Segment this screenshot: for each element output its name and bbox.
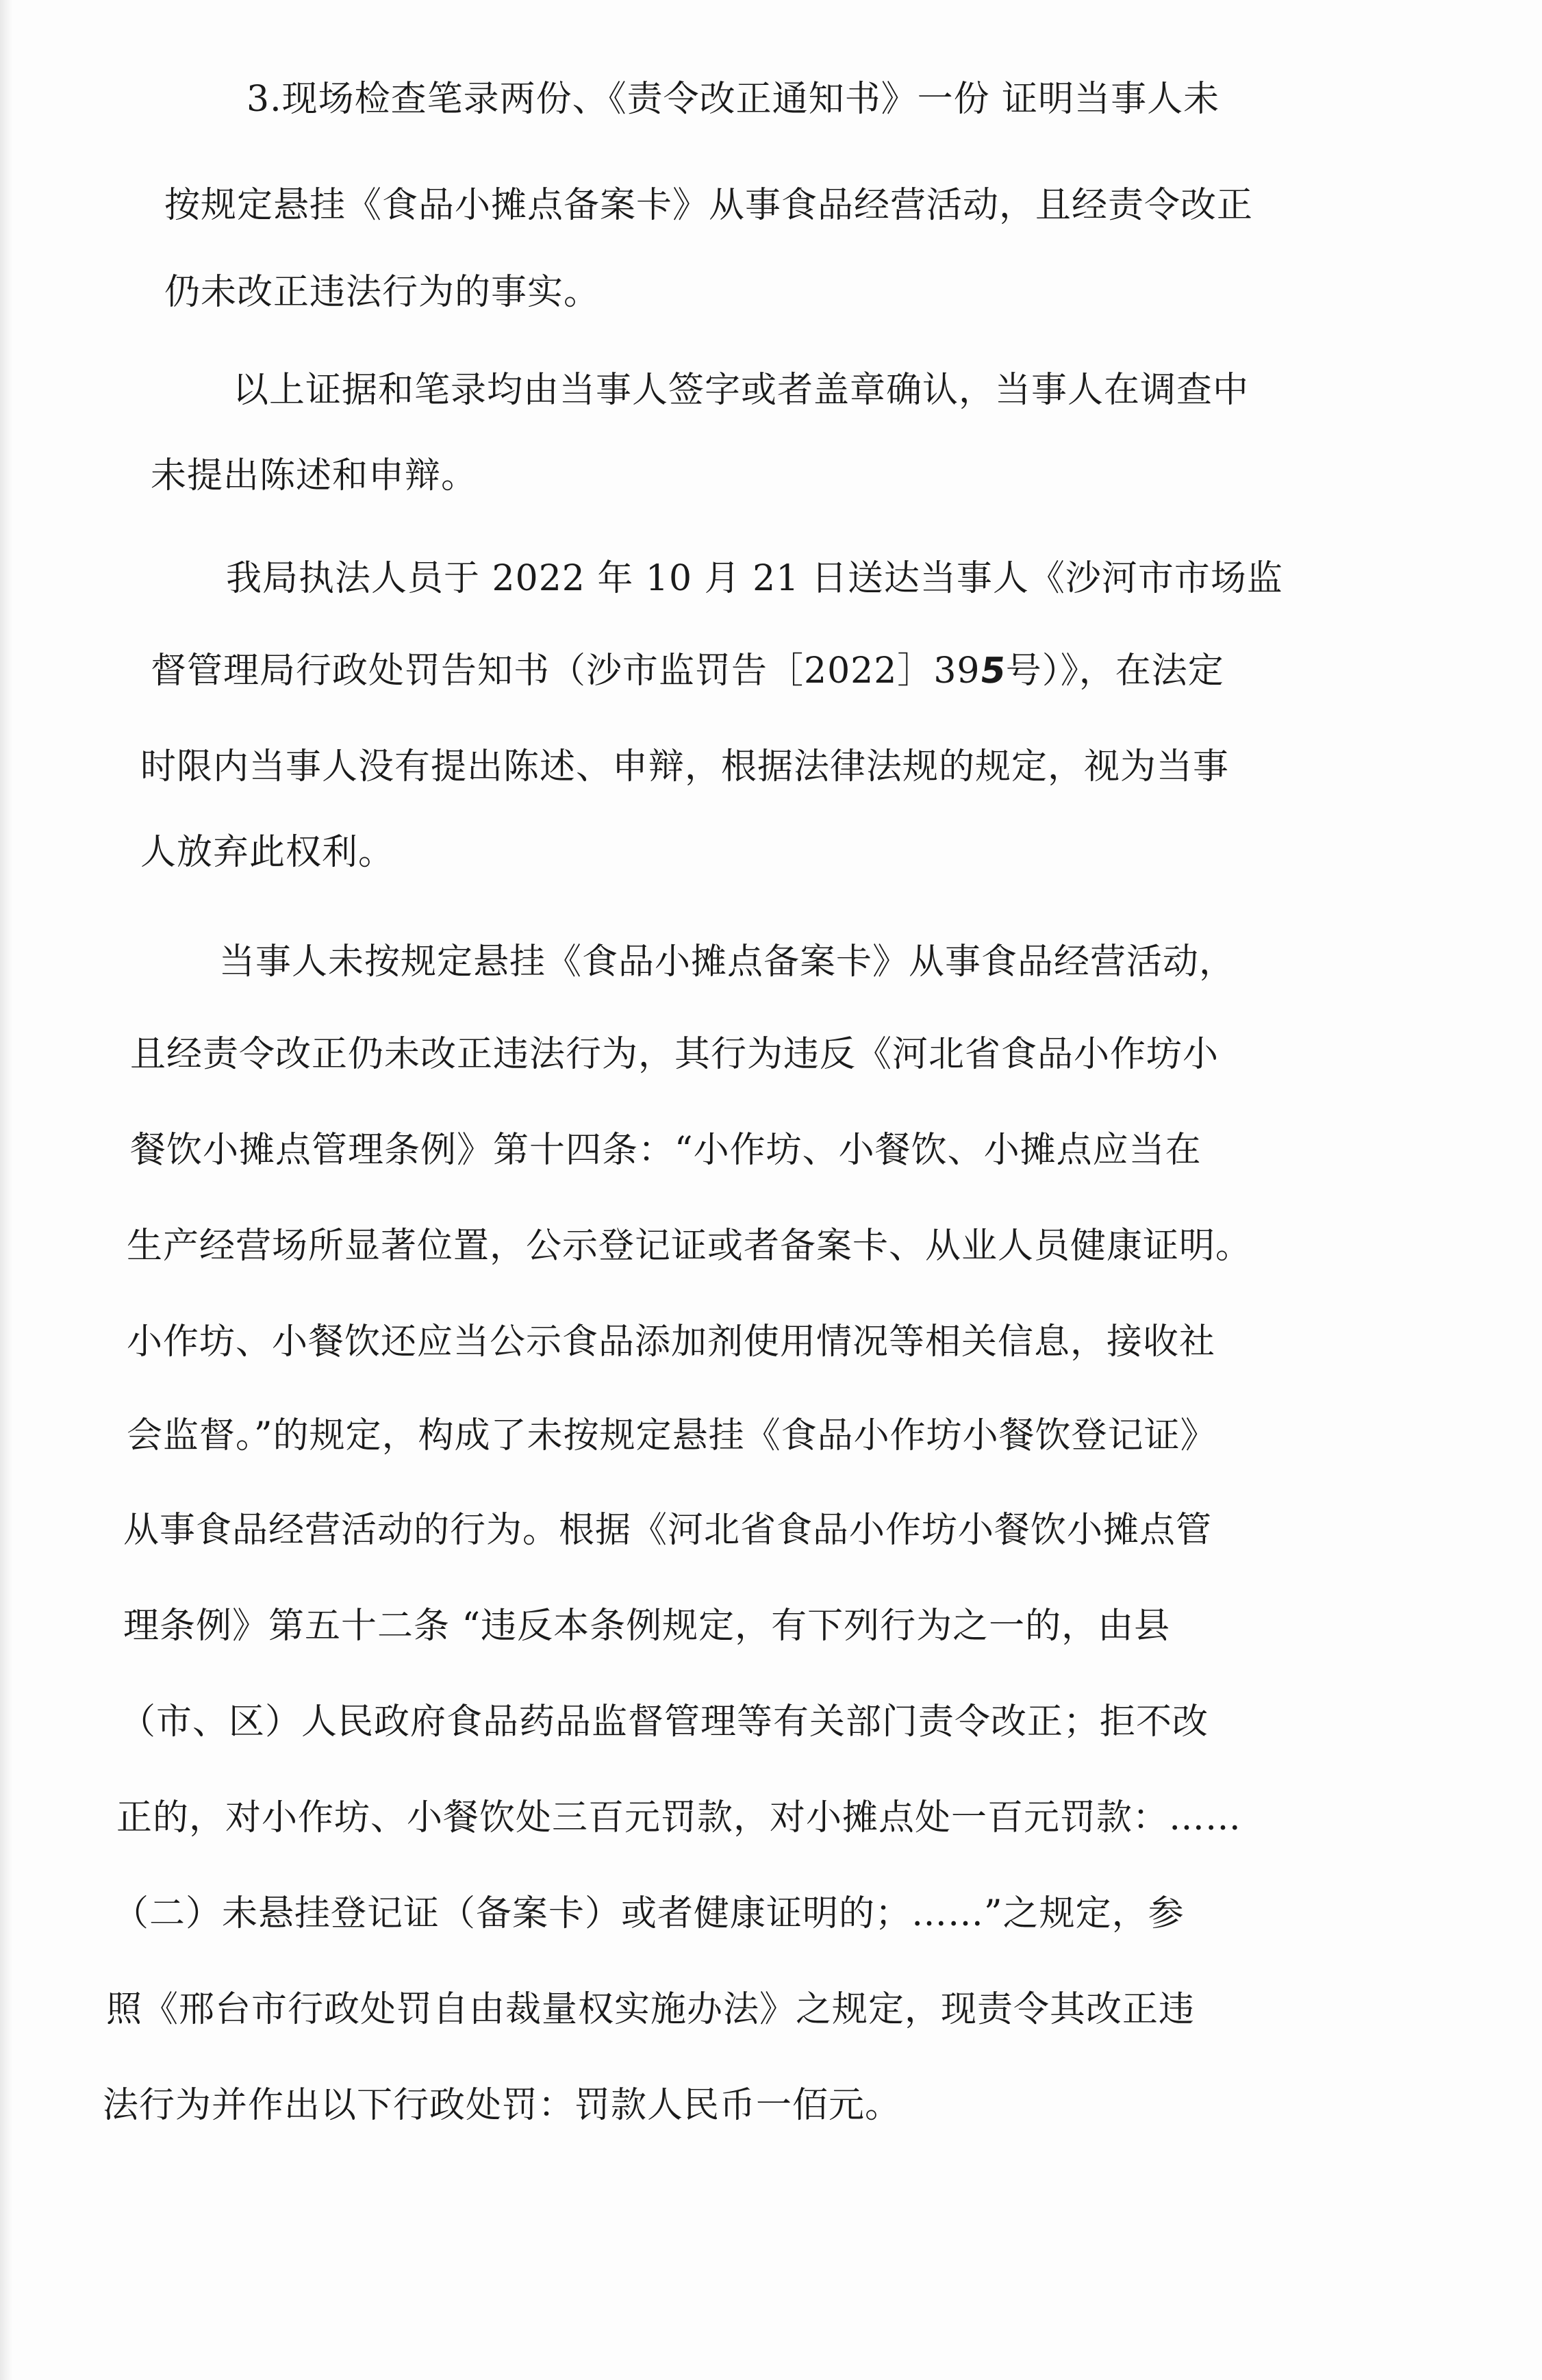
text-line-13: 生产经营场所显著位置，公示登记证或者备案卡、从业人员健康证明。 (127, 1226, 1252, 1267)
text-line-18: （市、区）人民政府食品药品监督管理等有关部门责令改正；拒不改 (120, 1701, 1209, 1743)
text-line-14: 小作坊、小餐饮还应当公示食品添加剂使用情况等相关信息，接收社 (127, 1321, 1216, 1363)
text-line-15: 会监督。”的规定，构成了未按规定悬挂《食品小作坊小餐饮登记证》 (127, 1415, 1217, 1456)
text-line-22: 法行为并作出以下行政处罚：罚款人民币一佰元。 (103, 2085, 902, 2126)
text-line-20: （二）未悬挂登记证（备案卡）或者健康证明的；……”之规定，参 (113, 1893, 1185, 1934)
text-line-19: 正的，对小作坊、小餐饮处三百元罚款，对小摊点处一百元罚款：…… (116, 1797, 1242, 1838)
text-line-4: 以上证据和笔录均由当事人签字或者盖章确认，当事人在调查中 (233, 370, 1250, 411)
handwritten-digit: 5 (977, 650, 1009, 692)
text-line-7-suffix: 号）》，在法定 (1005, 650, 1224, 692)
text-line-12: 餐饮小摊点管理条例》第十四条：“小作坊、小餐饮、小摊点应当在 (130, 1130, 1202, 1171)
text-line-5: 未提出陈述和申辩。 (151, 455, 478, 496)
text-line-7-main: 督管理局行政处罚告知书（沙市监罚告［2022］39 (151, 650, 981, 692)
text-line-2: 按规定悬挂《食品小摊点备案卡》从事食品经营活动，且经责令改正 (164, 185, 1254, 226)
scan-edge-shadow (0, 0, 12, 2380)
text-line-11: 且经责令改正仍未改正违法行为，其行为违反《河北省食品小作坊小 (130, 1034, 1219, 1075)
text-line-16: 从事食品经营活动的行为。根据《河北省食品小作坊小餐饮小摊点管 (123, 1510, 1213, 1551)
text-line-10: 当事人未按规定悬挂《食品小摊点备案卡》从事食品经营活动， (219, 941, 1236, 983)
text-line-9: 人放弃此权利。 (140, 832, 395, 873)
text-line-3: 仍未改正违法行为的事实。 (164, 272, 601, 313)
text-line-7 (151, 647, 1224, 695)
text-line-6: 我局执法人员于 2022 年 10 月 21 日送达当事人《沙河市市场监 (226, 558, 1283, 599)
text-line-21: 照《邢台市行政处罚自由裁量权实施办法》之规定，现责令其改正违 (106, 1989, 1196, 2030)
text-line-1: 3.现场检查笔录两份、《责令改正通知书》一份 证明当事人未 (247, 79, 1220, 120)
text-line-8: 时限内当事人没有提出陈述、申辩，根据法律法规的规定，视为当事 (140, 746, 1230, 787)
text-line-17: 理条例》第五十二条 “违反本条例规定，有下列行为之一的，由县 (123, 1606, 1171, 1647)
